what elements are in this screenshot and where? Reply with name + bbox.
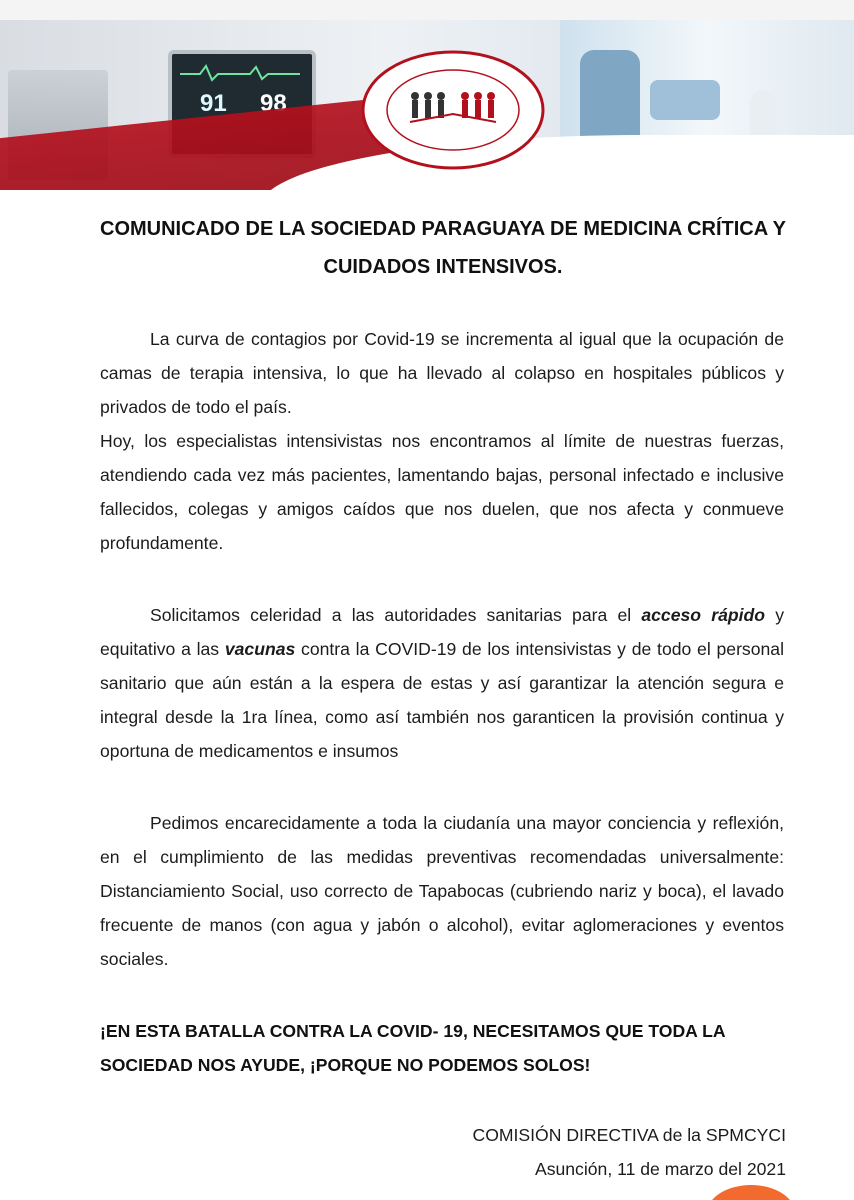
paragraph-vaccines (100, 598, 784, 768)
society-logo (360, 48, 546, 172)
monitor-value-2: 98 (260, 90, 287, 117)
closing-statement: ¡EN ESTA BATALLA CONTRA LA COVID- 19, NECESITAMOS QUE TODA LA SOCIEDAD NOS AYUDE, ¡PORQUE NO PODEMOS SOLOS! (100, 1021, 725, 1075)
paragraph-vaccines-part2: y equitativo a las (100, 605, 784, 659)
paragraph-contagion (100, 322, 784, 560)
signature-line: COMISIÓN DIRECTIVA de la SPMCYCI (472, 1125, 786, 1145)
paragraph-specialists-text: Hoy, los especialistas intensivistas nos encontramos al límite de nuestras fuerzas, atendiendo cada vez más pacientes, lamentando bajas, personal infectado e inclusive fallecidos, colegas y amigos caídos que nos duelen, que nos afecta y conmueve profundamente. (100, 431, 784, 553)
paragraph-vaccines-part3: contra la COVID-19 de los intensivistas y de todo el personal sanitario que aún están a la espera de estas y así garantizar la atención segura e integral desde la 1ra línea, como así también nos garanticen la provisión continua y oportuna de medicamentos e insumos (100, 639, 784, 761)
heartbeat-wave-icon (180, 64, 300, 82)
place-date-line: Asunción, 11 de marzo del 2021 (534, 1159, 786, 1179)
emphasis-acceso-rapido: acceso rápido (641, 605, 765, 625)
emphasis-vacunas: vacunas (224, 639, 296, 659)
document-title: COMUNICADO DE LA SOCIEDAD PARAGUAYA DE MEDICINA CRÍTICA Y CUIDADOS INTENSIVOS. (100, 218, 786, 278)
header-banner (0, 20, 854, 190)
paragraph-vaccines-part1: Solicitamos celeridad a las autoridades sanitarias para el (150, 605, 642, 625)
paragraph-prevention-text: Pedimos encarecidamente a toda la ciudanía una mayor conciencia y reflexión, en el cumplimiento de las medidas preventivas recomendadas universalmente: Distanciamiento Social, uso correcto de Tapabocas (cubriendo nariz y boca), el lavado frecuente de manos (con agua y jabón o alcohol), evitar aglomeraciones y eventos sociales. (100, 813, 784, 969)
stretcher-figure (650, 80, 720, 120)
paragraph-prevention (100, 806, 784, 976)
orange-corner-decoration (706, 1185, 796, 1200)
document-page (0, 20, 854, 1200)
monitor-value-1: 91 (200, 90, 227, 117)
paragraph-contagion-text: La curva de contagios por Covid-19 se incrementa al igual que la ocupación de camas de terapia intensiva, lo que ha llevado al colapso en hospitales públicos y privados de todo el país. (100, 329, 784, 417)
